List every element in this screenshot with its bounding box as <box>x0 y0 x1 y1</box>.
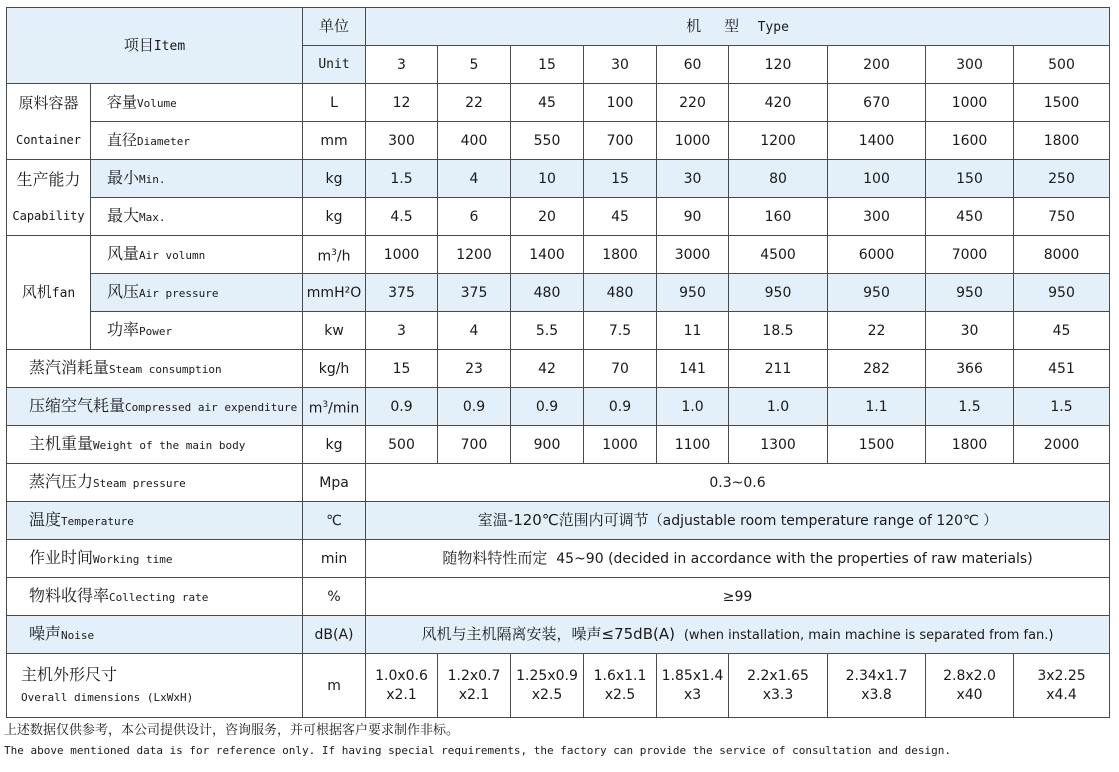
value-cell: 300 <box>828 198 926 236</box>
value-cell: 480 <box>511 274 584 312</box>
item-header-en: Item <box>153 38 186 54</box>
value-cell: 8000 <box>1014 236 1110 274</box>
dimension-cell <box>438 654 511 718</box>
value-cell: 150 <box>926 160 1014 198</box>
type-header-cn: 机 型 <box>686 16 744 35</box>
unit-main: m <box>308 400 323 417</box>
model-cell: 300 <box>926 46 1014 84</box>
group-fan <box>7 236 91 350</box>
value-cell: 1400 <box>511 236 584 274</box>
type-header <box>366 8 1110 46</box>
value-collecting-rate: ≥99 <box>366 578 1110 616</box>
value-cell: 1800 <box>1014 122 1110 160</box>
row-air-pressure <box>7 274 1110 312</box>
value-cell: 220 <box>657 84 729 122</box>
value-cell: 45 <box>511 84 584 122</box>
label-cn: 容量 <box>107 92 138 111</box>
row-diameter <box>7 122 1110 160</box>
row-min <box>7 160 1110 198</box>
unit-temperature: ℃ <box>303 502 366 540</box>
model-cell: 15 <box>511 46 584 84</box>
unit-noise: dB(A) <box>303 616 366 654</box>
value-cell: 1800 <box>926 426 1014 464</box>
group-capability-cn: 生产能力 <box>16 169 81 189</box>
value-cell: 1400 <box>828 122 926 160</box>
unit-header-cn-cell <box>303 8 366 46</box>
value-cell: 100 <box>584 84 657 122</box>
value-cell: 141 <box>657 350 729 388</box>
value-cell: 1200 <box>729 122 828 160</box>
dim-line-1: 2.8x2.0 <box>943 667 996 684</box>
unit-diameter: mm <box>303 122 366 160</box>
dim-line-2: x3.8 <box>861 686 892 703</box>
value-steam-pressure: 0.3~0.6 <box>366 464 1110 502</box>
label-collecting-rate <box>7 578 303 616</box>
unit-header-cn: 单位 <box>319 17 350 35</box>
row-power <box>7 312 1110 350</box>
value-cell: 282 <box>828 350 926 388</box>
label-en: Min. <box>139 172 166 186</box>
label-cn: 风量 <box>107 243 140 263</box>
value-cell: 950 <box>657 274 729 312</box>
value-cell: 160 <box>729 198 828 236</box>
value-cell: 45 <box>584 198 657 236</box>
label-steam-pressure <box>7 464 303 502</box>
value-cell: 1.5 <box>1014 388 1110 426</box>
row-steam-pressure <box>7 464 1110 502</box>
label-en: Overall dimensions (LxWxH) <box>21 690 194 704</box>
dim-line-2: x2.1 <box>386 686 417 703</box>
value-cell: 900 <box>511 426 584 464</box>
dim-line-2: x4.4 <box>1046 686 1077 703</box>
value-cell: 22 <box>828 312 926 350</box>
unit-working-time: min <box>303 540 366 578</box>
value-cell: 11 <box>657 312 729 350</box>
value-cell: 450 <box>926 198 1014 236</box>
value-cell: 4 <box>438 160 511 198</box>
header-row-1 <box>7 8 1110 46</box>
spec-table <box>6 7 1110 718</box>
value-cell: 3 <box>366 312 438 350</box>
dim-line-1: 1.0x0.6 <box>375 667 428 684</box>
row-steam-consumption <box>7 350 1110 388</box>
label-cn: 蒸汽消耗量 <box>29 357 110 377</box>
unit-sup: 3 <box>331 247 337 258</box>
label-en: Diameter <box>137 134 190 148</box>
unit-header-en: Unit <box>318 57 350 72</box>
value-cell: 1000 <box>584 426 657 464</box>
value-cell: 500 <box>366 426 438 464</box>
dim-line-1: 1.2x0.7 <box>447 667 501 684</box>
value-cell: 950 <box>828 274 926 312</box>
value-cell: 1.5 <box>926 388 1014 426</box>
row-air-volume <box>7 236 1110 274</box>
type-header-en: Type <box>757 19 789 35</box>
unit-collecting-rate: % <box>303 578 366 616</box>
value-cell: 1000 <box>657 122 729 160</box>
value-cell: 1.1 <box>828 388 926 426</box>
unit-max: kg <box>303 198 366 236</box>
dim-line-1: 1.85x1.4 <box>661 667 724 684</box>
label-en: Collecting rate <box>109 590 209 604</box>
label-working-time <box>7 540 303 578</box>
value-cell: 3000 <box>657 236 729 274</box>
unit-volume: L <box>303 84 366 122</box>
value-cell: 90 <box>657 198 729 236</box>
dim-line-1: 1.25x0.9 <box>516 667 578 684</box>
value-cell: 700 <box>584 122 657 160</box>
unit-overall-dimensions: m <box>303 654 366 718</box>
model-cell: 500 <box>1014 46 1110 84</box>
value-cell: 4.5 <box>366 198 438 236</box>
label-cn: 温度 <box>29 509 62 529</box>
footnote-cn: 上述数据仅供参考，本公司提供设计，咨询服务，并可根据客户要求制作非标。 <box>4 723 460 738</box>
value-cell: 1500 <box>1014 84 1110 122</box>
value-cell: 4 <box>438 312 511 350</box>
value-temperature <box>366 502 1110 540</box>
dim-line-1: 2.2x1.65 <box>747 667 809 684</box>
value-working-time <box>366 540 1110 578</box>
dimension-cell <box>828 654 926 718</box>
value-cell: 451 <box>1014 350 1110 388</box>
value-cell: 950 <box>926 274 1014 312</box>
label-en: Steam pressure <box>93 476 186 490</box>
row-noise <box>7 616 1110 654</box>
label-noise <box>7 616 303 654</box>
dim-line-2: x40 <box>956 686 983 703</box>
dim-line-2: x3.3 <box>762 686 794 703</box>
label-cn: 最大 <box>107 205 140 225</box>
value-cell: 4500 <box>729 236 828 274</box>
value-cell: 1.5 <box>366 160 438 198</box>
value-cell: 80 <box>729 160 828 198</box>
value-cell: 375 <box>366 274 438 312</box>
value-cell: 2000 <box>1014 426 1110 464</box>
unit-air-pressure: mmH²O <box>303 274 366 312</box>
value-en: (when installation, main machine is separated from fan.) <box>683 627 1054 643</box>
value-cell: 550 <box>511 122 584 160</box>
label-air-pressure <box>91 274 303 312</box>
label-steam-consumption <box>7 350 303 388</box>
label-en: Temperature <box>61 514 134 528</box>
unit-power: kw <box>303 312 366 350</box>
unit-tail: /min <box>328 400 360 417</box>
value-cell: 700 <box>438 426 511 464</box>
unit-air-volume <box>303 236 366 274</box>
label-volume <box>91 84 303 122</box>
value-cell: 1600 <box>926 122 1014 160</box>
value-cell: 0.9 <box>511 388 584 426</box>
label-en: Steam consumption <box>109 362 222 376</box>
unit-main: m <box>317 248 332 265</box>
group-container <box>7 84 91 160</box>
value-cell: 1500 <box>828 426 926 464</box>
dim-line-1: 3x2.25 <box>1037 667 1086 684</box>
group-capability <box>7 160 91 236</box>
row-temperature <box>7 502 1110 540</box>
label-cn: 压缩空气耗量 <box>29 395 126 415</box>
row-main-body-weight <box>7 426 1110 464</box>
row-max <box>7 198 1110 236</box>
unit-steam-pressure: Mpa <box>303 464 366 502</box>
model-cell: 5 <box>438 46 511 84</box>
row-compressed-air <box>7 388 1110 426</box>
model-cell: 60 <box>657 46 729 84</box>
value-cell: 950 <box>729 274 828 312</box>
label-en: Compressed air expenditure <box>125 400 298 414</box>
dimension-cell <box>657 654 729 718</box>
value-cell: 20 <box>511 198 584 236</box>
value-cell: 30 <box>926 312 1014 350</box>
value-cell: 6000 <box>828 236 926 274</box>
value-en: 45~90 (decided in accordance with the properties of raw materials) <box>556 551 1033 567</box>
value-cell: 23 <box>438 350 511 388</box>
value-en: （adjustable room temperature range of 120℃ ） <box>648 513 998 529</box>
dimension-cell <box>366 654 438 718</box>
value-cell: 950 <box>1014 274 1110 312</box>
dimension-cell <box>926 654 1014 718</box>
unit-header-en-cell <box>303 46 366 84</box>
value-cell: 0.9 <box>366 388 438 426</box>
model-cell: 3 <box>366 46 438 84</box>
value-cell: 1200 <box>438 236 511 274</box>
value-cell: 1.0 <box>657 388 729 426</box>
dimension-cell <box>729 654 828 718</box>
footnote-en: The above mentioned data is for reference only. If having special requirements, the factory can provide the service of consultation and design. <box>4 744 952 757</box>
value-cn: 室温-120℃范围内可调节 <box>477 511 649 529</box>
row-overall-dimensions <box>7 654 1110 718</box>
label-air-volume <box>91 236 303 274</box>
model-cell: 120 <box>729 46 828 84</box>
label-main-body-weight <box>7 426 303 464</box>
value-cell: 1300 <box>729 426 828 464</box>
group-container-cn: 原料容器 <box>18 93 79 112</box>
value-cell: 1800 <box>584 236 657 274</box>
label-diameter <box>91 122 303 160</box>
value-cell: 15 <box>584 160 657 198</box>
value-cell: 400 <box>438 122 511 160</box>
value-cell: 300 <box>366 122 438 160</box>
value-cell: 45 <box>1014 312 1110 350</box>
group-fan-cn: 风机 <box>21 282 52 301</box>
dim-line-2: x2.1 <box>458 686 490 703</box>
label-cn: 功率 <box>107 319 140 339</box>
label-overall-dimensions <box>7 654 303 718</box>
value-cell: 1.0 <box>729 388 828 426</box>
value-cell: 18.5 <box>729 312 828 350</box>
value-cell: 1000 <box>366 236 438 274</box>
dim-line-2: x2.5 <box>531 686 563 703</box>
label-cn: 噪声 <box>29 623 62 643</box>
value-cell: 250 <box>1014 160 1110 198</box>
value-cell: 366 <box>926 350 1014 388</box>
value-cell: 7000 <box>926 236 1014 274</box>
label-en: Power <box>139 324 173 338</box>
label-cn: 主机重量 <box>29 433 94 453</box>
model-cell: 30 <box>584 46 657 84</box>
row-collecting-rate <box>7 578 1110 616</box>
value-cell: 7.5 <box>584 312 657 350</box>
value-cell: 12 <box>366 84 438 122</box>
value-cell: 0.9 <box>584 388 657 426</box>
value-cell: 1100 <box>657 426 729 464</box>
value-cell: 480 <box>584 274 657 312</box>
label-compressed-air <box>7 388 303 426</box>
dimension-cell <box>1014 654 1110 718</box>
row-working-time <box>7 540 1110 578</box>
label-temperature <box>7 502 303 540</box>
value-cn: 随物料特性而定 <box>442 549 548 567</box>
dim-line-1: 2.34x1.7 <box>845 667 908 684</box>
label-en: Air volumn <box>139 248 206 262</box>
value-cn: 风机与主机隔离安装，噪声≤75dB(A) <box>421 624 675 643</box>
value-cell: 375 <box>438 274 511 312</box>
dim-line-2: x2.5 <box>604 686 636 703</box>
label-en: Max. <box>139 210 166 224</box>
value-cell: 420 <box>729 84 828 122</box>
value-cell: 22 <box>438 84 511 122</box>
label-cn: 蒸汽压力 <box>29 471 94 491</box>
label-en: Weight of the main body <box>93 438 246 452</box>
value-cell: 5.5 <box>511 312 584 350</box>
item-header-cn: 项目 <box>123 35 154 54</box>
dimension-cell <box>584 654 657 718</box>
label-cn: 作业时间 <box>29 547 94 567</box>
label-max <box>91 198 303 236</box>
unit-sup: 3 <box>322 399 329 410</box>
unit-steam-consumption: kg/h <box>303 350 366 388</box>
unit-tail: /h <box>336 248 351 265</box>
label-cn: 最小 <box>107 167 140 187</box>
label-cn: 风压 <box>107 281 140 301</box>
value-cell: 6 <box>438 198 511 236</box>
label-en: Volume <box>137 96 177 110</box>
value-cell: 100 <box>828 160 926 198</box>
label-power <box>91 312 303 350</box>
item-header <box>7 8 303 84</box>
dim-line-2: x3 <box>683 686 702 703</box>
group-capability-en: Capability <box>12 208 85 223</box>
label-cn: 主机外形尺寸 <box>21 664 118 684</box>
value-noise <box>366 616 1110 654</box>
value-cell: 750 <box>1014 198 1110 236</box>
value-cell: 0.9 <box>438 388 511 426</box>
value-cell: 10 <box>511 160 584 198</box>
value-cell: 15 <box>366 350 438 388</box>
label-cn: 物料收得率 <box>29 585 110 605</box>
label-en: Air pressure <box>139 286 219 300</box>
label-en: Noise <box>61 628 95 642</box>
label-min <box>91 160 303 198</box>
unit-main-body-weight: kg <box>303 426 366 464</box>
value-cell: 70 <box>584 350 657 388</box>
label-cn: 直径 <box>107 130 138 149</box>
dim-line-1: 1.6x1.1 <box>593 667 647 684</box>
unit-compressed-air <box>303 388 366 426</box>
value-cell: 211 <box>729 350 828 388</box>
dimension-cell <box>511 654 584 718</box>
value-cell: 1000 <box>926 84 1014 122</box>
value-cell: 42 <box>511 350 584 388</box>
unit-min: kg <box>303 160 366 198</box>
value-cell: 30 <box>657 160 729 198</box>
model-cell: 200 <box>828 46 926 84</box>
group-container-en: Container <box>15 132 82 147</box>
value-cell: 670 <box>828 84 926 122</box>
label-en: Working time <box>93 552 173 566</box>
row-volume <box>7 84 1110 122</box>
group-fan-en: fan <box>51 285 76 301</box>
